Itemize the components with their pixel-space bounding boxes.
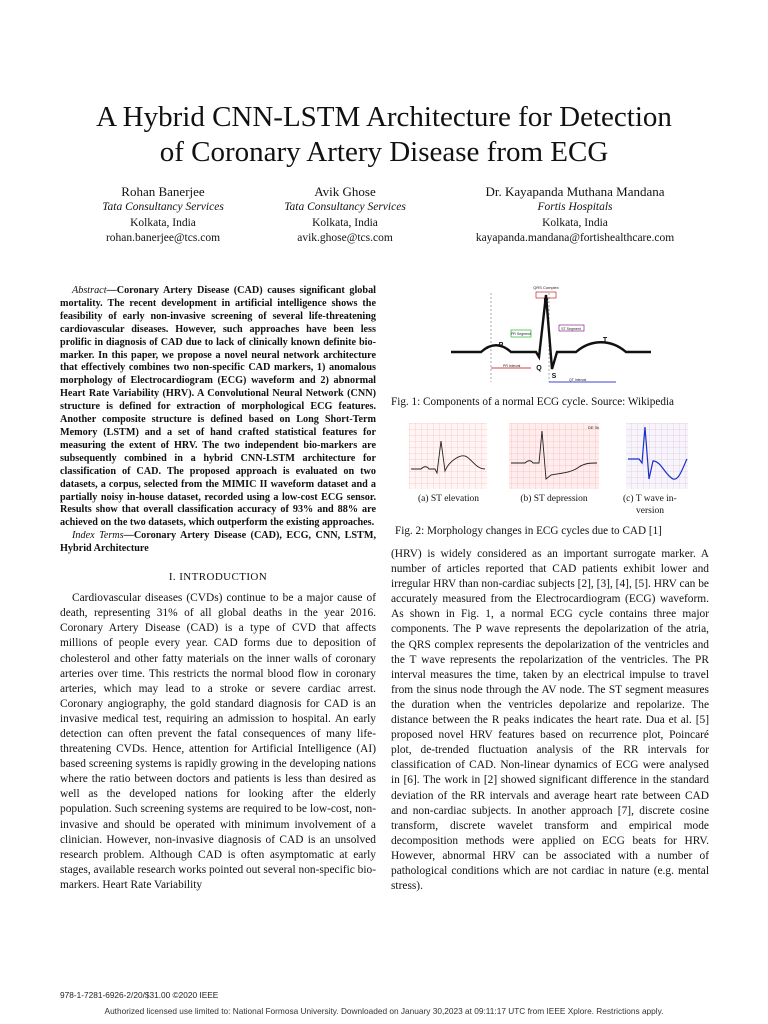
- fig2-panel-tag: DE 3h: [588, 425, 600, 430]
- author-city: Kolkata, India: [542, 216, 608, 229]
- ecg-trace: [451, 295, 651, 369]
- p-wave-label: P: [498, 342, 504, 349]
- author-affiliation: Tata Consultancy Services: [102, 201, 224, 213]
- author-email: avik.ghose@tcs.com: [297, 232, 393, 244]
- figure-2: [391, 423, 709, 516]
- t-wave-label: T: [602, 337, 608, 344]
- abstract-lead: Abstract: [72, 285, 107, 296]
- abstract: [60, 285, 376, 530]
- author-name: Avik Ghose: [314, 184, 376, 199]
- section-heading: I. INTRODUCTION: [168, 571, 268, 584]
- author-affiliation: Tata Consultancy Services: [284, 201, 406, 213]
- right-column: [391, 285, 709, 894]
- author-city: Kolkata, India: [130, 216, 196, 229]
- author-name: Rohan Banerjee: [121, 184, 205, 199]
- panel-st-depression: [509, 423, 599, 489]
- panel-st-elevation: [409, 423, 487, 489]
- index-terms-lead: Index Terms: [72, 530, 124, 542]
- copyright-notice: 978-1-7281-6926-2/20/$31.00 ©2020 IEEE: [60, 990, 219, 1000]
- fig2-subcaption-c-line2: version: [636, 505, 664, 516]
- paper-title: [40, 100, 728, 170]
- author-city: Kolkata, India: [312, 216, 378, 229]
- qt-interval-label: QT Interval: [569, 378, 587, 382]
- abstract-body: —Coronary Artery Disease (CAD) causes significant global mortality. The recent development in artificial intelligence shows the feasibility of early non-invasive screening of several life-threatening cardiovascular diseases. However, such approaches have been less prolific in diagnosis of CAD due to lack of clinically known definite bio-marker. In this paper, we propose a novel neural network architecture that effectively combines two non-specific CAD markers, 1) anomalous morphology of Electrocardiogram (ECG) waveform and 2) abnormal Heart Rate Variability (HRV). A Convolutional Neural Network (CNN) structure is defined for extraction of morphological ECG features. Another composite structure is defined based on Long Short-Term Memory (LSTM) and a set of hand crafted statistical features for measuring the extent of HRV. The two independent bio-markers are subsequently combined in a hybrid CNN-LSTM architecture for classification of CAD. The proposed approach is evaluated on two datasets, a corpus, selected from the MIMIC II waveform dataset and a partially noisy in-house dataset, recorded using a low-cost ECG sensor. Results show that overall classification accuracy of 93% and 88% are achieved on the two datasets, which outperform the existing approaches.: [60, 285, 376, 529]
- author-email: kayapanda.mandana@fortishealthcare.com: [475, 232, 675, 244]
- author-1: [78, 183, 248, 247]
- index-terms-body: —Coronary Artery Disease (CAD), ECG, CNN, LSTM, Hybrid Architecture: [60, 530, 376, 555]
- index-terms: [60, 530, 376, 556]
- author-affiliation: Fortis Hospitals: [537, 201, 613, 213]
- fig2-subcaption-a: (a) ST elevation: [417, 494, 480, 504]
- qrs-complex-label: QRS Complex: [533, 285, 559, 290]
- ecg-morphology-panels: [391, 423, 709, 493]
- author-name: Dr. Kayapanda Muthana Mandana: [485, 184, 665, 199]
- title-line-2: of Coronary Artery Disease from ECG: [159, 136, 609, 168]
- s-wave-label: S: [551, 373, 557, 380]
- author-3: [440, 183, 710, 247]
- intro-paragraph-left: Cardiovascular diseases (CVDs) continue to be a major cause of death, representing 31% of all global deaths in the year 2016. Coronary Artery Disease (CAD) is a type of CVD that affects millions of people every year. CAD forms due to deposition of cholesterol and other fatty materials on the inner walls of coronary arteries over time. This restricts the normal blood flow in coronary arteries, which may lead to a stroke or severe cardiac arrest. Coronary angiography, the gold standard diagnosis for CAD is an invasive medical test, requiring an admission to hospital. An early detection can often prevent the fatal consequences of many life-threatening CVDs. Hence, attention for Artificial Intelligence (AI) based screening systems is rapidly growing in the developing nations where the ratio between doctors and patients is less than desired as well as the developed nations for looking after the elderly population. Such screening systems are required to be low-cost, non-invasive and should be operated with minimum involvement of a clinician. However, non-invasive diagnosis of CAD is an unsolved research problem. Although CAD is often asymptomatic at early stages, available research works pointed out several non-specific bio-markers. Heart Rate Variability: [60, 592, 376, 891]
- fig2-subcaption-b: (b) ST depression: [520, 494, 588, 504]
- author-2: [260, 183, 430, 247]
- fig2-subcaption-c: [623, 494, 691, 517]
- figure-1: [391, 285, 709, 395]
- license-notice: Authorized licensed use limited to: National Formosa University. Downloaded on January 30,2023 at 09:11:17 UTC from IEEE Xplore. Restrictions apply.: [104, 1006, 664, 1016]
- intro-paragraph-right: (HRV) is widely considered as an important surrogate marker. A number of articles reported that CAD patients exhibit lower and irregular HRV than non-cardiac subjects [2], [3], [4], [5]. HRV can be accurately measured from the Electrocardiogram (ECG) waveform. As shown in Fig. 1, a normal ECG cycle contains three major components. The P wave represents the depolarization of the atria, the QRS complex represents the depolarization of the ventricles and the T wave represents the repolarization of the ventricles. The PR interval measures the time, taken by an electrical impulse to travel from the sinus node through the AV node. The ST segment measures the duration when the ventricles depolarize and repolarize. The distance between the R peaks indicates the heart rate. Dua et al. [5] proposed novel HRV features based on recurrence plot, Poincaré plot, de-trended fluctuation analysis of the RR intervals for classification of CAD. Non-linear dynamics of ECG were analysed in [6]. The work in [2] showed significant difference in the standard deviation of the RR intervals and average heart rate between CAD and non-cardiac subjects. In another approach [7], discrete cosine transform, discrete wavelet transform and empirical mode decomposition methods were applied on ECG beats for HRV. However, abnormal HRV can be associated with a number of pathological conditions which are not cardiac in nature (e.g. mental stress).: [391, 548, 709, 893]
- author-block: [0, 183, 768, 253]
- figure-2-caption: Fig. 2: Morphology changes in ECG cycles due to CAD [1]: [395, 525, 662, 537]
- ecg-cycle-diagram: [391, 285, 709, 395]
- panel-t-wave-inversion: [626, 423, 688, 489]
- r-wave-label: R: [543, 298, 549, 305]
- figure-1-caption: Fig. 1: Components of a normal ECG cycle. Source: Wikipedia: [391, 396, 675, 408]
- left-column: [60, 285, 376, 893]
- author-email: rohan.banerjee@tcs.com: [105, 232, 221, 244]
- st-segment-label: ST Segment: [561, 327, 581, 331]
- pr-segment-label: PR Segment: [511, 332, 531, 336]
- pr-interval-label: PR Interval: [503, 364, 521, 368]
- title-line-1: A Hybrid CNN-LSTM Architecture for Detection: [96, 101, 672, 133]
- q-wave-label: Q: [536, 365, 542, 372]
- fig2-subcaption-c-line1: (c) T wave in-: [623, 494, 677, 504]
